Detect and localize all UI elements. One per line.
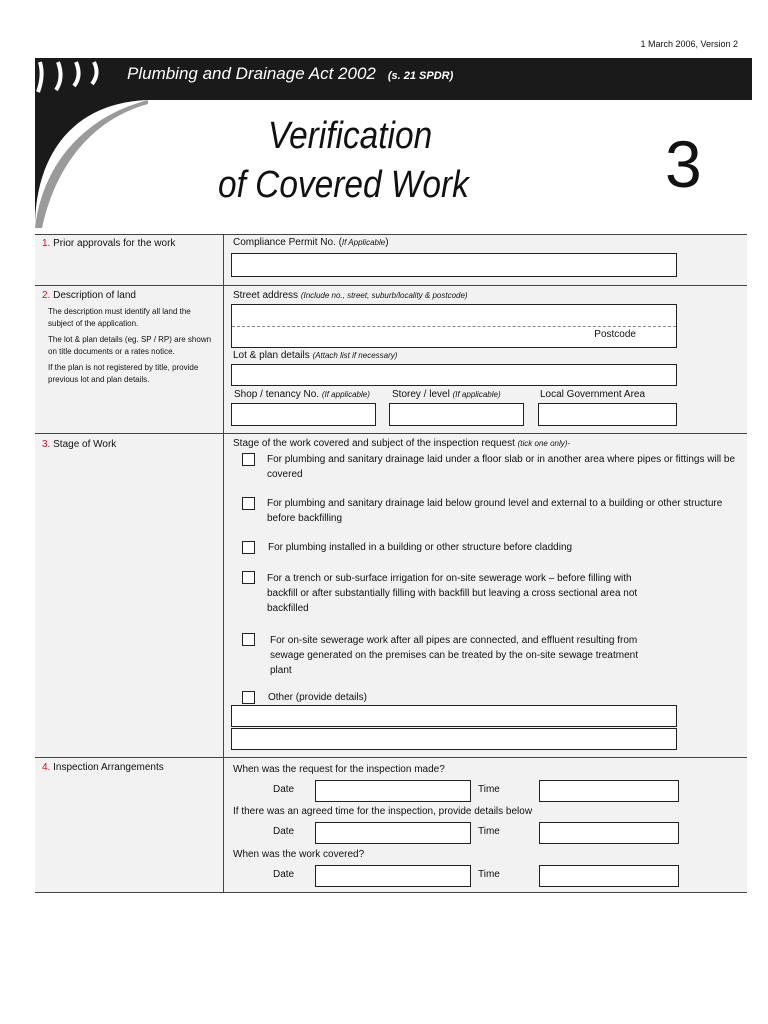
stage-option-2-checkbox[interactable] bbox=[242, 497, 255, 510]
stage-option-3-label: For plumbing installed in a building or other structure before cladding bbox=[268, 542, 573, 553]
section-ref: (s. 21 SPDR) bbox=[387, 70, 454, 82]
stage-option-3-checkbox[interactable] bbox=[242, 541, 255, 554]
section4-number: 4. bbox=[42, 762, 51, 773]
postcode-label: Postcode bbox=[594, 329, 636, 340]
version-text: 1 March 2006, Version 2 bbox=[640, 39, 738, 49]
shop-tenancy-label: Shop / tenancy No. (If applicable) bbox=[234, 389, 370, 400]
covered-time-field[interactable] bbox=[539, 865, 679, 887]
street-address-field[interactable] bbox=[231, 304, 677, 348]
divider bbox=[35, 757, 747, 758]
section3-label bbox=[42, 439, 116, 450]
stage-option-5-label: For on-site sewerage work after all pipes are connected, and effluent resulting from sewage generated on the premises can be treated by the on-site sewage treatment plant bbox=[270, 635, 639, 676]
section3-title: Stage of Work bbox=[53, 439, 117, 450]
stage-option-1-label: For plumbing and sanitary drainage laid under a floor slab or in another area where pipes or fittings will be covered bbox=[267, 454, 736, 480]
stage-option-2-label: For plumbing and sanitary drainage laid below ground level and external to a building or other structure before backfilling bbox=[267, 498, 723, 524]
stage-option-5-checkbox[interactable] bbox=[242, 633, 255, 646]
agreed-date-field[interactable] bbox=[315, 822, 471, 844]
section1-label bbox=[42, 238, 175, 249]
lga-label: Local Government Area bbox=[540, 389, 646, 400]
land-note-1: The description must identify all land the subject of the application. bbox=[48, 307, 191, 328]
stage-option-1-checkbox[interactable] bbox=[242, 453, 255, 466]
section4-title: Inspection Arrangements bbox=[53, 762, 164, 773]
divider bbox=[35, 892, 747, 893]
divider bbox=[35, 433, 747, 434]
other-details-field-1[interactable] bbox=[231, 705, 677, 727]
request-time-field[interactable] bbox=[539, 780, 679, 802]
request-date-label: Date bbox=[273, 784, 295, 795]
lot-plan-field[interactable] bbox=[231, 364, 677, 386]
request-time-label: Time bbox=[478, 784, 500, 795]
street-address-label: Street address (Include no., street, suburb/locality & postcode) bbox=[233, 290, 468, 301]
act-name: Plumbing and Drainage Act 2002 bbox=[127, 64, 376, 83]
lot-plan-label: Lot & plan details (Attach list if necessary) bbox=[233, 350, 398, 361]
lga-field[interactable] bbox=[538, 403, 677, 426]
form-title-line1: Verification bbox=[268, 115, 433, 157]
land-note-3: If the plan is not registered by title, provide previous lot and plan details. bbox=[48, 363, 199, 384]
stage-intro: Stage of the work covered and subject of the inspection request (tick one only)- bbox=[233, 438, 571, 449]
section2-title: Description of land bbox=[53, 290, 136, 301]
agreed-time-label: Time bbox=[478, 826, 500, 837]
stage-option-4-checkbox[interactable] bbox=[242, 571, 255, 584]
agreed-time-question: If there was an agreed time for the inspection, provide details below bbox=[233, 806, 533, 817]
agreed-date-label: Date bbox=[273, 826, 295, 837]
form-number: 3 bbox=[665, 127, 702, 201]
form-title-line2: of Covered Work bbox=[218, 164, 469, 206]
section3-number: 3. bbox=[42, 439, 51, 450]
divider bbox=[35, 285, 747, 286]
covered-date-label: Date bbox=[273, 869, 295, 880]
section2-number: 2. bbox=[42, 290, 51, 301]
other-details-field-2[interactable] bbox=[231, 728, 677, 750]
section2-label bbox=[42, 290, 136, 301]
agreed-time-field[interactable] bbox=[539, 822, 679, 844]
shop-tenancy-field[interactable] bbox=[231, 403, 376, 426]
stage-option-other-checkbox[interactable] bbox=[242, 691, 255, 704]
act-title bbox=[127, 64, 453, 84]
land-note-2: The lot & plan details (eg. SP / RP) are shown on title documents or a rates notice. bbox=[48, 335, 212, 356]
request-question: When was the request for the inspection made? bbox=[233, 764, 445, 775]
covered-question: When was the work covered? bbox=[233, 849, 365, 860]
storey-level-field[interactable] bbox=[389, 403, 524, 426]
permit-label: Compliance Permit No. (If Applicable) bbox=[233, 237, 389, 248]
section1-title: Prior approvals for the work bbox=[53, 238, 176, 249]
covered-date-field[interactable] bbox=[315, 865, 471, 887]
request-date-field[interactable] bbox=[315, 780, 471, 802]
stage-option-4-label: For a trench or sub-surface irrigation for on-site sewerage work – before filling with backfill or after substantially filling with backfill but leaving a cross sectional area not backfilled bbox=[267, 573, 638, 614]
covered-time-label: Time bbox=[478, 869, 500, 880]
section1-number: 1. bbox=[42, 238, 51, 249]
permit-number-field[interactable] bbox=[231, 253, 677, 277]
divider bbox=[35, 234, 747, 235]
stage-option-other-label: Other (provide details) bbox=[268, 692, 367, 703]
column-divider bbox=[223, 234, 224, 892]
address-dashed-line bbox=[232, 326, 676, 327]
section4-label bbox=[42, 762, 164, 773]
storey-level-label: Storey / level (If applicable) bbox=[392, 389, 501, 400]
